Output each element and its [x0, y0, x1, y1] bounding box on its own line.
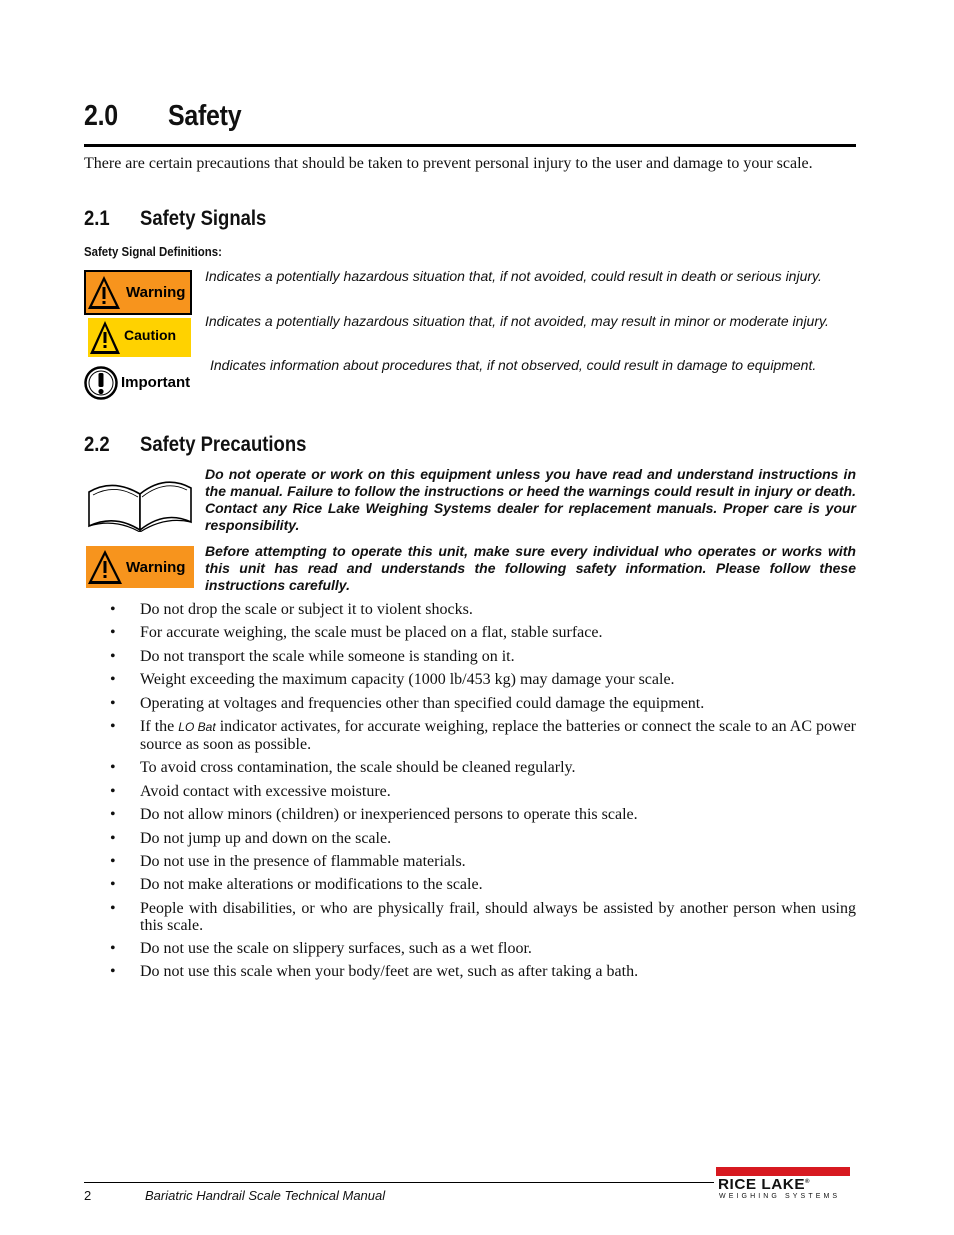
important-definition: Indicates information about procedures that, if not observed, could result in damage to equipment. [210, 357, 817, 373]
precautions-list [110, 601, 856, 987]
important-badge-label: Important [121, 374, 191, 391]
caution-badge-label: Caution [124, 327, 177, 343]
rice-lake-logo [716, 1167, 852, 1199]
list-item: • Do not use in the presence of flammable materials. [110, 852, 466, 870]
warning-definition: Indicates a potentially hazardous situation that, if not avoided, could result in death or serious injury. [205, 268, 822, 284]
list-item: • Do not make alterations or modifications to the scale. [110, 876, 483, 894]
intro-paragraph: There are certain precautions that should be taken to prevent personal injury to the user and damage to your scale. [84, 155, 813, 172]
subsection-heading-precautions [84, 433, 684, 459]
list-item: • Weight exceeding the maximum capacity (1000 lb/453 kg) may damage your scale. [110, 671, 675, 689]
warning-badge-label: Warning [126, 559, 186, 576]
caution-definition: Indicates a potentially hazardous situation that, if not avoided, may result in minor or moderate injury. [205, 313, 829, 329]
warning-badge-label: Warning [126, 284, 186, 301]
footer-rule [84, 1182, 714, 1183]
list-item: • For accurate weighing, the scale must be placed on a flat, stable surface. [110, 624, 603, 642]
list-item: • People with disabilities, or who are physically frail, should always be assisted by another person when using this scale. [110, 899, 856, 934]
subsection-heading-signals [84, 207, 684, 233]
logo-red-bar [716, 1167, 850, 1176]
list-item: • Do not jump up and down on the scale. [110, 829, 392, 847]
list-item: • If the LO Bat indicator activates, for accurate weighing, replace the batteries or connect the scale to an AC power source as soon as possible. [110, 717, 857, 753]
caution-badge [88, 318, 191, 357]
list-item: • Avoid contact with excessive moisture. [110, 782, 391, 800]
open-book-icon [85, 472, 195, 532]
list-item: • Operating at voltages and frequencies other than specified could damage the equipment. [110, 694, 705, 712]
subsection-number: 2.2 [84, 433, 110, 456]
section-title: Safety [168, 100, 242, 132]
subsection-title: Safety Precautions [140, 433, 307, 456]
list-item: • Do not drop the scale or subject it to violent shocks. [110, 601, 473, 618]
manual-notice-text: Do not operate or work on this equipment unless you have read and understand instructions in the manual. Failure to follow the instructions or heed the warnings could result in injury or death. Contact any Rice Lake Weighing Systems dealer for replacement manuals. Proper care is your responsibility. [205, 466, 856, 533]
list-item: • To avoid cross contamination, the scale should be cleaned regularly. [110, 759, 576, 777]
important-badge [84, 366, 204, 400]
warning-notice-text: Before attempting to operate this unit, make sure every individual who operates or works with this unit has read and understands the following safety information. Please follow these instructions carefully. [205, 543, 856, 593]
logo-name: RICE LAKE® [718, 1176, 811, 1193]
lo-bat-indicator: LO Bat [178, 719, 216, 734]
subsection-title: Safety Signals [140, 207, 267, 230]
list-item: • Do not transport the scale while someone is standing on it. [110, 647, 515, 665]
section-number: 2.0 [84, 100, 118, 132]
warning-badge [84, 270, 192, 315]
subsection-number: 2.1 [84, 207, 110, 230]
section-heading [84, 100, 856, 147]
definitions-heading: Safety Signal Definitions: [84, 244, 222, 259]
warning-badge-precautions [86, 546, 194, 588]
list-item: • Do not use this scale when your body/feet are wet, such as after taking a bath. [110, 963, 639, 981]
page-number: 2 [84, 1188, 92, 1203]
list-item: • Do not allow minors (children) or inexperienced persons to operate this scale. [110, 806, 638, 824]
exclamation-circle-icon [86, 368, 117, 399]
logo-subtitle: WEIGHING SYSTEMS [719, 1193, 841, 1200]
list-item: • Do not use the scale on slippery surfaces, such as a wet floor. [110, 940, 532, 958]
manual-title: Bariatric Handrail Scale Technical Manual [145, 1188, 386, 1203]
